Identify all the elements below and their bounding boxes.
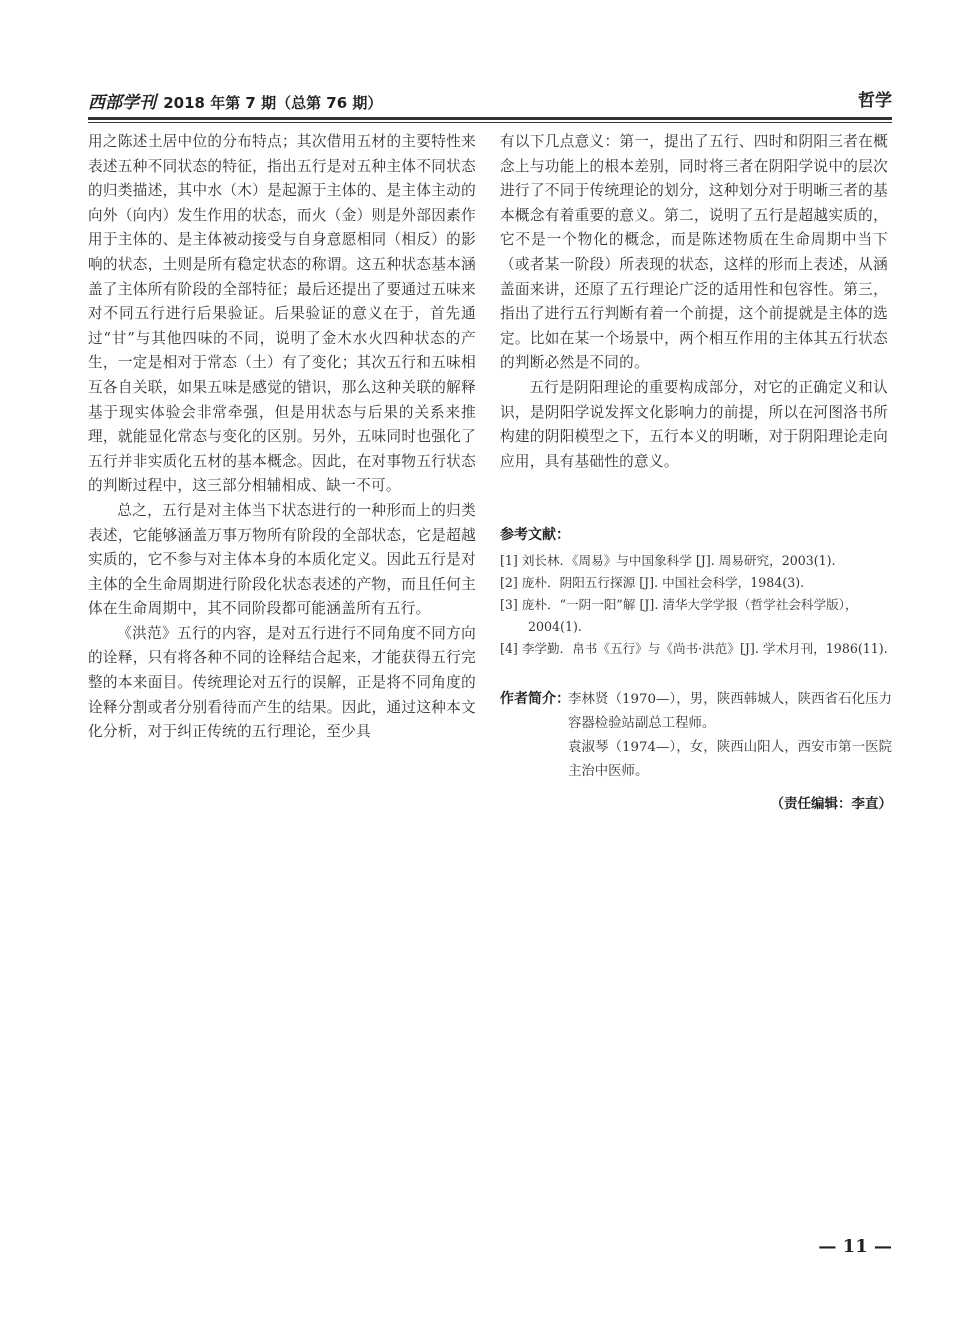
reference-item: [3] 庞朴．“一阴一阳”解 [J]. 清华大学学报（哲学社会科学版），2004(1). — [500, 597, 858, 634]
reference-item: [4] 李学勤．帛书《五行》与《尚书·洪范》[J]. 学术月刊，1986(11). — [500, 641, 888, 656]
section-label: 哲学 — [858, 91, 892, 111]
reference-item: [2] 庞朴．阴阳五行探源 [J]. 中国社会科学，1984(3). — [500, 575, 805, 590]
body-paragraph: 《洪范》五行的内容，是对五行进行不同角度不同方向的诠释，只有将各种不同的诠释结合起来，才能获得五行完整的本来面目。传统理论对五行的误解，正是将不同角度的诠释分割或者分别看待而产生的结果。因此，通过这种本文化分析，对于纠正传统的五行理论，至少具 — [88, 624, 476, 741]
author-label: 作者简介： — [500, 691, 570, 707]
body-paragraph: 用之陈述土居中位的分布特点；其次借用五材的主要特性来表述五种不同状态的特征，指出五行是对五种主体不同状态的归类描述，其中水（木）是起源于主体的、是主体主动的向外（向内）发生作用的状态，而火（金）则是外部因素作用于主体的、是主体被动接受与自身意愿相同（相反）的影响的状态，土则是所有稳定状态的称谓。这五种状态基本涵盖了主体所有阶段的全部特征；最后还提出了要通过五味来对不同五行进行后果验证。后果验证的意义在于，首先通过“甘”与其他四味的不同，说明了金木水火四种状态的产生，一定是相对于常态（土）有了变化；其次五行和五味相互各自关联，如果五味是感觉的错识，那么这种关联的解释基于现实体验会非常牵强，但是用状态与后果的关系来推理，就能显化常态与变化的区别。另外，五味同时也强化了五行并非实质化五材的基本概念。因此，在对事物五行状态的判断过程中，这三部分相辅相成、缺一不可。 — [88, 133, 476, 495]
right-column — [500, 130, 888, 474]
journal-masthead — [88, 88, 382, 113]
header-rule-thin — [88, 122, 892, 123]
references-title: 参考文献： — [500, 527, 570, 543]
body-paragraph: 总之，五行是对主体当下状态进行的一种形而上的归类表述，它能够涵盖万事万物所有阶段的全部状态，它是超越实质的，它不参与对主体本身的本质化定义。因此五行是对主体的全生命周期进行阶段化状态表述的产物，而且任何主体在生命周期中，其不同阶段都可能涵盖所有五行。 — [88, 501, 476, 618]
references-section — [500, 524, 892, 660]
body-paragraph: 五行是阴阳理论的重要构成部分，对它的正确定义和认识，是阴阳学说发挥文化影响力的前提，所以在河图洛书所构建的阴阳模型之下，五行本义的明晰，对于阴阳理论走向应用，具有基础性的意义。 — [500, 378, 888, 470]
journal-name: 西部学刊 — [88, 93, 156, 113]
page-number: — 11 — — [818, 1236, 892, 1257]
left-column — [88, 130, 476, 745]
page-header — [88, 86, 892, 116]
reference-item: [1] 刘长林．《周易》与中国象科学 [J]. 周易研究，2003(1). — [500, 553, 836, 568]
header-rule-thick — [88, 117, 892, 120]
author-bio: 袁淑琴（1974—），女，陕西山阳人，西安市第一医院主治中医师。 — [568, 740, 892, 779]
body-paragraph: 有以下几点意义：第一，提出了五行、四时和阴阳三者在概念上与功能上的根本差别，同时将三者在阴阳学说中的层次进行了不同于传统理论的划分，这种划分对于明晰三者的基本概念有着重要的意义。第二，说明了五行是超越实质的，它不是一个物化的概念，而是陈述物质在生命周期中当下（或者某一阶段）所表现的状态，这样的形而上表述，从涵盖面来讲，还原了五行理论广泛的适用性和包容性。第三，指出了进行五行判断有着一个前提，这个前提就是主体的选定。比如在某一个场景中，两个相互作用的主体其五行状态的判断必然是不同的。 — [500, 133, 888, 372]
responsible-editor: （责任编辑：李直） — [770, 796, 892, 812]
journal-issue: 2018 年第 7 期（总第 76 期） — [163, 94, 383, 112]
author-section — [500, 688, 892, 812]
author-bio: 李林贤（1970—），男，陕西韩城人，陕西省石化压力容器检验站副总工程师。 — [568, 692, 892, 731]
